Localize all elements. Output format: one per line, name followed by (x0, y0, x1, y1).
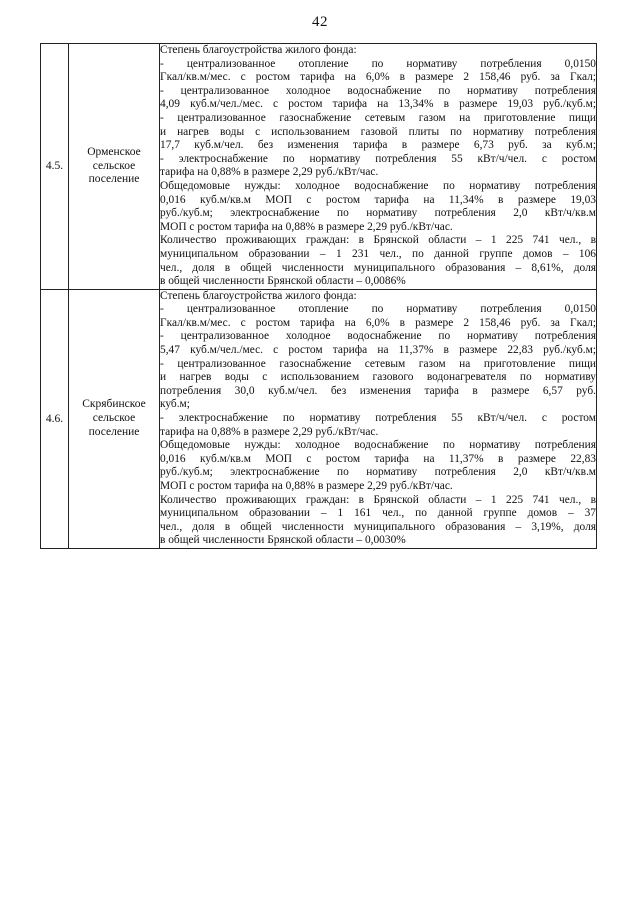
settlements-table (40, 43, 597, 549)
settlement-name-line: поселение (88, 425, 140, 438)
settlement-name (69, 44, 160, 290)
row-number: 4.6. (41, 289, 69, 548)
description-line: - электроснабжение по нормативу потребления 55 кВт/ч/чел. с ростом (160, 152, 596, 165)
description-line: МОП с ростом тарифа на 0,88% в размере 2,29 руб./кВт/час. (160, 220, 453, 233)
description-line: потребления 30,0 куб.м/чел. без изменения тарифа в размере 6,57 руб. (160, 384, 596, 397)
description-line: 4,09 куб.м/чел./мес. с ростом тарифа на 13,34% в размере 19,03 руб./куб.м; (160, 98, 596, 111)
description-line: - централизованное отопление по нормативу потребления 0,0150 (160, 303, 596, 316)
description-line: чел., доля в общей численности муниципального образования – 3,19%, доля (160, 520, 596, 533)
settlement-name-line: сельское (92, 159, 136, 172)
settlement-name-line: Орменское (87, 145, 141, 158)
settlement-name-line: сельское (92, 412, 136, 425)
page-number: 42 (312, 14, 328, 30)
description-line: - централизованное газоснабжение сетевым газом на приготовление пищи (160, 357, 596, 370)
description-line: и нагрев воды с использованием газовой плиты по нормативу потребления (160, 125, 596, 138)
settlement-name-line: поселение (88, 173, 140, 186)
description-line: 0,016 куб.м/кв.м МОП с ростом тарифа на 11,34% в размере 19,03 (160, 193, 596, 206)
description-line: тарифа на 0,88% в размере 2,29 руб./кВт/час. (160, 166, 379, 179)
description-line: МОП с ростом тарифа на 0,88% в размере 2,29 руб./кВт/час. (160, 480, 453, 492)
description-line: - централизованное газоснабжение сетевым газом на приготовление пищи (160, 111, 596, 124)
description-line: тарифа на 0,88% в размере 2,29 руб./кВт/час. (160, 425, 379, 438)
table-row (41, 44, 597, 290)
row-number: 4.5. (41, 44, 69, 290)
description-line: муниципальном образовании – 1 161 чел., по данной группе домов – 37 (160, 507, 596, 520)
description-line: в общей численности Брянской области – 0,0086% (160, 275, 406, 288)
description-line: Общедомовые нужды: холодное водоснабжение по нормативу потребления (160, 439, 596, 452)
description-line: - централизованное холодное водоснабжение по нормативу потребления (160, 84, 596, 97)
description-line: Гкал/кв.м/мес. с ростом тарифа на 6,0% в размере 2 158,46 руб. за Гкал; (160, 316, 596, 329)
description-line: руб./куб.м; электроснабжение по нормативу потребления 2,0 кВт/ч/кв.м (160, 207, 596, 220)
settlement-description (160, 289, 597, 548)
settlement-description (160, 44, 597, 290)
description-line: 0,016 куб.м/кв.м МОП с ростом тарифа на 11,37% в размере 22,83 (160, 452, 596, 465)
description-line: куб.м; (160, 398, 190, 411)
description-line: Количество проживающих граждан: в Брянской области – 1 225 741 чел., в (160, 234, 596, 247)
description-line: - централизованное отопление по нормативу потребления 0,0150 (160, 57, 596, 70)
description-line: 17,7 куб.м/чел. без изменения тарифа в размере 6,73 руб. за куб.м; (160, 139, 596, 152)
description-line: и нагрев воды с использованием газового водонагревателя по нормативу (160, 371, 596, 384)
settlement-name (69, 289, 160, 548)
description-line: в общей численности Брянской области – 0,0030% (160, 534, 406, 547)
description-line: Степень благоустройства жилого фонда: (160, 289, 357, 302)
description-line: Гкал/кв.м/мес. с ростом тарифа на 6,0% в размере 2 158,46 руб. за Гкал; (160, 71, 596, 84)
description-line: - электроснабжение по нормативу потребления 55 кВт/ч/чел. с ростом (160, 412, 596, 425)
description-line: - централизованное холодное водоснабжение по нормативу потребления (160, 330, 596, 343)
description-line: Количество проживающих граждан: в Брянской области – 1 225 741 чел., в (160, 493, 596, 506)
description-line: Общедомовые нужды: холодное водоснабжение по нормативу потребления (160, 179, 596, 192)
settlement-name-line: Скрябинское (82, 398, 146, 411)
description-line: чел., доля в общей численности муниципального образования – 8,61%, доля (160, 261, 596, 274)
description-line: Степень благоустройства жилого фонда: (160, 44, 357, 56)
description-line: руб./куб.м; электроснабжение по нормативу потребления 2,0 кВт/ч/кв.м (160, 466, 596, 479)
description-line: муниципальном образовании – 1 231 чел., по данной группе домов – 106 (160, 247, 596, 260)
description-line: 5,47 куб.м/чел./мес. с ростом тарифа на 11,37% в размере 22,83 руб./куб.м; (160, 344, 596, 357)
table-row (41, 289, 597, 548)
